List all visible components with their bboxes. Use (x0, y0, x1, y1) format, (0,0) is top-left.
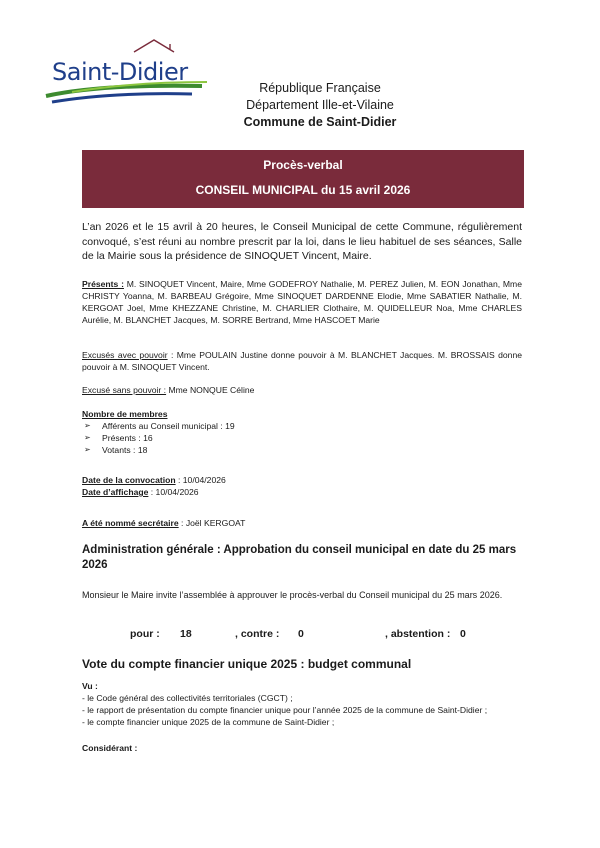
vote-abstention-value: 0 (460, 628, 466, 640)
header-commune: Commune de Saint-Didier (243, 115, 397, 129)
membres-label: Nombre de membres (82, 409, 168, 419)
vu-item-compte: - le compte financier unique 2025 de la commune de Saint-Didier ; (82, 717, 335, 727)
vu-label: Vu : (82, 681, 98, 691)
excuses-pouvoir-label: Excusés avec pouvoir (82, 350, 168, 360)
convocation-value: : 10/04/2026 (175, 475, 226, 485)
affichage-line (82, 486, 522, 498)
excuses-pouvoir-text: : Mme POULAIN Justine donne pouvoir à M. BLANCHET Jacques. M. BROSSAIS donne pouvoir à M. SINOQUET Vincent. (82, 350, 523, 372)
dates-block (82, 474, 522, 498)
section2-title: Vote du compte financier unique 2025 : budget communal (82, 657, 412, 671)
presents-paragraph (82, 278, 522, 326)
banner-subtitle: CONSEIL MUNICIPAL du 15 avril 2026 (195, 183, 411, 197)
section2-vu-block (82, 680, 522, 728)
convocation-label: Date de la convocation (82, 475, 176, 485)
presents-text: M. SINOQUET Vincent, Maire, Mme GODEFROY Nathalie, M. PEREZ Julien, M. EON Jonathan, Mme CHRISTY Yoanna, M. BARBEAU Grégoire, Mme SINOQUET DARDENNE Elodie, Mme SABATIER Nathalie, M. KERGOAT Joel, Mme KHEZZANE Christine, M. CHARLIER Clothaire, M. QUIDELLEUR Noa, Mme CHARLES Aurélie, M. BLANCHET Jacques, M. SORRE Bertrand, Mme HASCOET Marie (82, 279, 522, 325)
secretaire-line (82, 517, 522, 529)
vu-item-cgct: - le Code général des collectivités territoriales (CGCT) ; (82, 693, 293, 703)
title-banner (82, 150, 524, 208)
section1-title: Administration générale : Approbation du conseil municipal en date du 25 mars 2026 (82, 544, 517, 571)
membres-list (82, 420, 522, 456)
considerant-label: Considérant : (82, 743, 138, 753)
banner-title: Procès-verbal (263, 158, 343, 172)
affichage-label: Date d’affichage (82, 487, 149, 497)
excuse-sans-paragraph (82, 384, 522, 396)
excuse-sans-label: Excusé sans pouvoir : (82, 385, 167, 395)
convocation-line (82, 474, 522, 486)
intro-paragraph: L’an 2026 et le 15 avril à 20 heures, le Conseil Municipal de cette Commune, régulièrement convoqué, s’est réuni au nombre prescrit par la loi, dans le lieu habituel de ses séances, Salle de la Mairie sous la présidence de SINOQUET Vincent, Maire. (82, 221, 522, 262)
vote-pour-label: pour : (130, 628, 160, 640)
affichage-value: : 10/04/2026 (148, 487, 199, 497)
excuses-pouvoir-paragraph (82, 349, 522, 373)
membres-item-presents: ➢ Présents : 16 (82, 432, 522, 444)
vote-abstention-label: , abstention : (385, 628, 451, 640)
presents-label: Présents : (82, 279, 124, 289)
excuse-sans-text: Mme NONQUE Céline (166, 385, 255, 395)
document-header (220, 80, 420, 131)
secretaire-value: : Joël KERGOAT (178, 518, 246, 528)
membres-item-votants: ➢ Votants : 18 (82, 444, 522, 456)
commune-logo (42, 36, 212, 106)
considerant-line (82, 742, 522, 754)
vu-item-rapport: - le rapport de présentation du compte financier unique pour l’année 2025 de la commune de Saint-Didier ; (82, 705, 488, 715)
section1-text: Monsieur le Maire invite l’assemblée à approuver le procès-verbal du Conseil municipal du 25 mars 2026. (82, 590, 503, 600)
membres-block (82, 408, 522, 456)
header-republique: République Française (259, 81, 381, 95)
vote-contre-label: , contre : (235, 628, 280, 640)
logo-text: Saint-Didier (52, 58, 188, 86)
membres-item-afferents: ➢ Afférents au Conseil municipal : 19 (82, 420, 522, 432)
secretaire-label: A été nommé secrétaire (82, 518, 179, 528)
vote-pour-value: 18 (180, 628, 192, 640)
header-departement: Département Ille-et-Vilaine (246, 98, 394, 112)
vote-contre-value: 0 (298, 628, 304, 640)
